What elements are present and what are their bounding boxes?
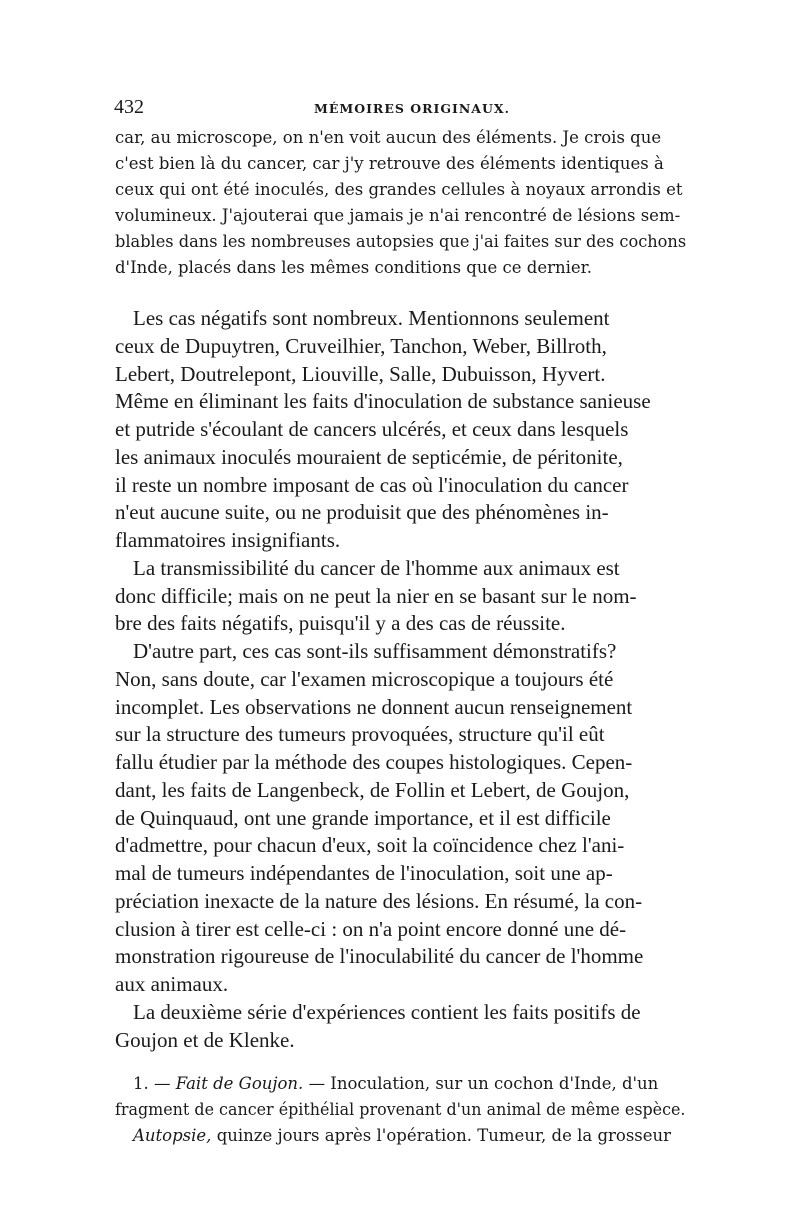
main-text-line: préciation inexacte de la nature des lésions. En résumé, la con- [115,889,643,913]
main-text-line: La transmissibilité du cancer de l'homme aux animaux est [133,556,620,580]
note-title: Fait de Goujon. [175,1074,304,1093]
main-text-line: mal de tumeurs indépendantes de l'inoculation, soit une ap- [115,861,613,885]
main-text-line: clusion à tirer est celle-ci : on n'a point encore donné une dé- [115,917,627,941]
top-paragraph-line: c'est bien là du cancer, car j'y retrouve des éléments identiques à [115,154,664,173]
top-paragraph-line: volumineux. J'ajouterai que jamais je n'ai rencontré de lésions sem- [115,206,681,225]
main-text-line: il reste un nombre imposant de cas où l'inoculation du cancer [115,473,629,497]
note-line3-rest: quinze jours après l'opération. Tumeur, de la grosseur [216,1126,672,1145]
main-text-line: sur la structure des tumeurs provoquées, structure qu'il eût [115,722,605,746]
main-text-line: bre des faits négatifs, puisqu'il y a des cas de réussite. [115,611,566,635]
main-text-line: Même en éliminant les faits d'inoculation de substance sanieuse [115,389,651,413]
top-paragraph-line: d'Inde, placés dans les mêmes conditions que ce dernier. [115,258,592,277]
note-line1-rest: — Inoculation, sur un cochon d'Inde, d'un [308,1074,659,1093]
top-paragraph-line: car, au microscope, on n'en voit aucun des éléments. Je crois que [115,128,662,147]
main-text-line: flammatoires insignifiants. [115,528,341,552]
note-autopsie-label: Autopsie, [133,1126,212,1145]
page-number: 432 [114,96,144,118]
note-line-1 [133,1074,658,1093]
main-text-line: Lebert, Doutrelepont, Liouville, Salle, Dubuisson, Hyvert. [115,362,606,386]
note-number: 1. — [133,1074,171,1093]
main-text-line: ceux de Dupuytren, Cruveilhier, Tanchon, Weber, Billroth, [115,334,607,358]
main-text-line: aux animaux. [115,972,229,996]
note-line-3 [133,1126,671,1145]
main-text-line: dant, les faits de Langenbeck, de Follin et Lebert, de Goujon, [115,778,630,802]
main-text-line: monstration rigoureuse de l'inoculabilité du cancer de l'homme [115,944,644,968]
main-text-line: fallu étudier par la méthode des coupes histologiques. Cepen- [115,750,633,774]
main-text-line: D'autre part, ces cas sont-ils suffisamment démonstratifs? [133,639,617,663]
note-line-2: fragment de cancer épithélial provenant d'un animal de même espèce. [115,1100,686,1119]
top-paragraph-line: ceux qui ont été inoculés, des grandes cellules à noyaux arrondis et [115,180,683,199]
main-text-line: La deuxième série d'expériences contient les faits positifs de [133,1000,641,1024]
top-paragraph-line: blables dans les nombreuses autopsies que j'ai faites sur des cochons [115,232,687,251]
main-text-line: d'admettre, pour chacun d'eux, soit la coïncidence chez l'ani- [115,833,625,857]
running-head: MÉMOIRES ORIGINAUX. [314,101,510,116]
page-header [114,96,690,122]
main-text-line: de Quinquaud, ont une grande importance, et il est difficile [115,806,611,830]
main-text-line: n'eut aucune suite, ou ne produisit que des phénomènes in- [115,500,609,524]
main-text-line: Les cas négatifs sont nombreux. Mentionnons seulement [133,306,610,330]
main-text-line: Goujon et de Klenke. [115,1028,295,1052]
main-text-line: Non, sans doute, car l'examen microscopique a toujours été [115,667,614,691]
main-text-line: et putride s'écoulant de cancers ulcérés, et ceux dans lesquels [115,417,629,441]
main-text-line: les animaux inoculés mouraient de septicémie, de péritonite, [115,445,623,469]
main-text-line: incomplet. Les observations ne donnent aucun renseignement [115,695,633,719]
main-text-line: donc difficile; mais on ne peut la nier en se basant sur le nom- [115,584,637,608]
